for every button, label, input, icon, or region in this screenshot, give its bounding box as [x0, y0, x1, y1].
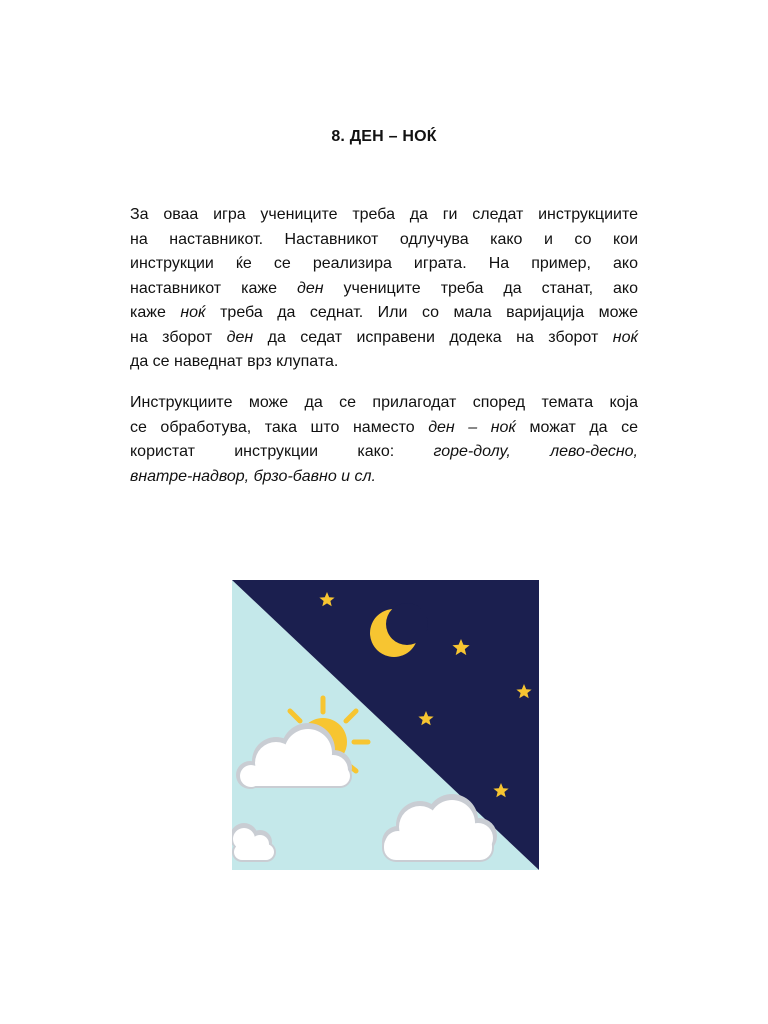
text-line: да се наведнат врз клупата. [130, 353, 339, 370]
text-segment: можат да се [529, 418, 639, 436]
italic-term: ноќ [612, 328, 639, 346]
text-line: За оваа игра учениците треба да ги следат инструкциите [130, 206, 638, 223]
text-line [130, 326, 638, 351]
text-line [130, 416, 638, 441]
text-segment: наставникот каже [130, 279, 277, 297]
text-line [130, 301, 638, 326]
italic-term: горе-долу, лево-десно, [433, 443, 638, 460]
day-night-image [232, 580, 539, 870]
text-segment: на зборот [130, 328, 213, 346]
text-line: Инструкциите може да се прилагодат според темата која [130, 394, 638, 411]
italic-term: внатре-надвор, брзо-бавно и сл. [130, 467, 376, 485]
text-line [130, 277, 638, 302]
paragraph-adaptation [130, 391, 638, 489]
italic-term: ден – ноќ [428, 418, 516, 436]
text-segment: се обработува, така што наместо [130, 418, 415, 436]
text-segment: каже [130, 304, 166, 321]
text-segment: да седат исправени додека на зборот [267, 328, 599, 346]
text-segment: треба да седнат. Или со мала варијација може [220, 304, 638, 321]
page-title: 8. ДЕН – НОЌ [331, 128, 437, 145]
text-line: инструкции ќе се реализира играта. На пример, ако [130, 255, 638, 272]
text-segment: користат инструкции како: [130, 443, 395, 460]
day-night-illustration [232, 580, 539, 870]
italic-term: ден [226, 328, 254, 346]
italic-term: ден [296, 279, 324, 297]
italic-term: ноќ [180, 304, 206, 321]
text-line [130, 465, 638, 490]
text-line [130, 440, 638, 465]
text-line: на наставникот. Наставникот одлучува како и со кои [130, 230, 638, 248]
text-segment: учениците треба да станат, ако [343, 279, 639, 297]
paragraph-rules [130, 203, 638, 375]
